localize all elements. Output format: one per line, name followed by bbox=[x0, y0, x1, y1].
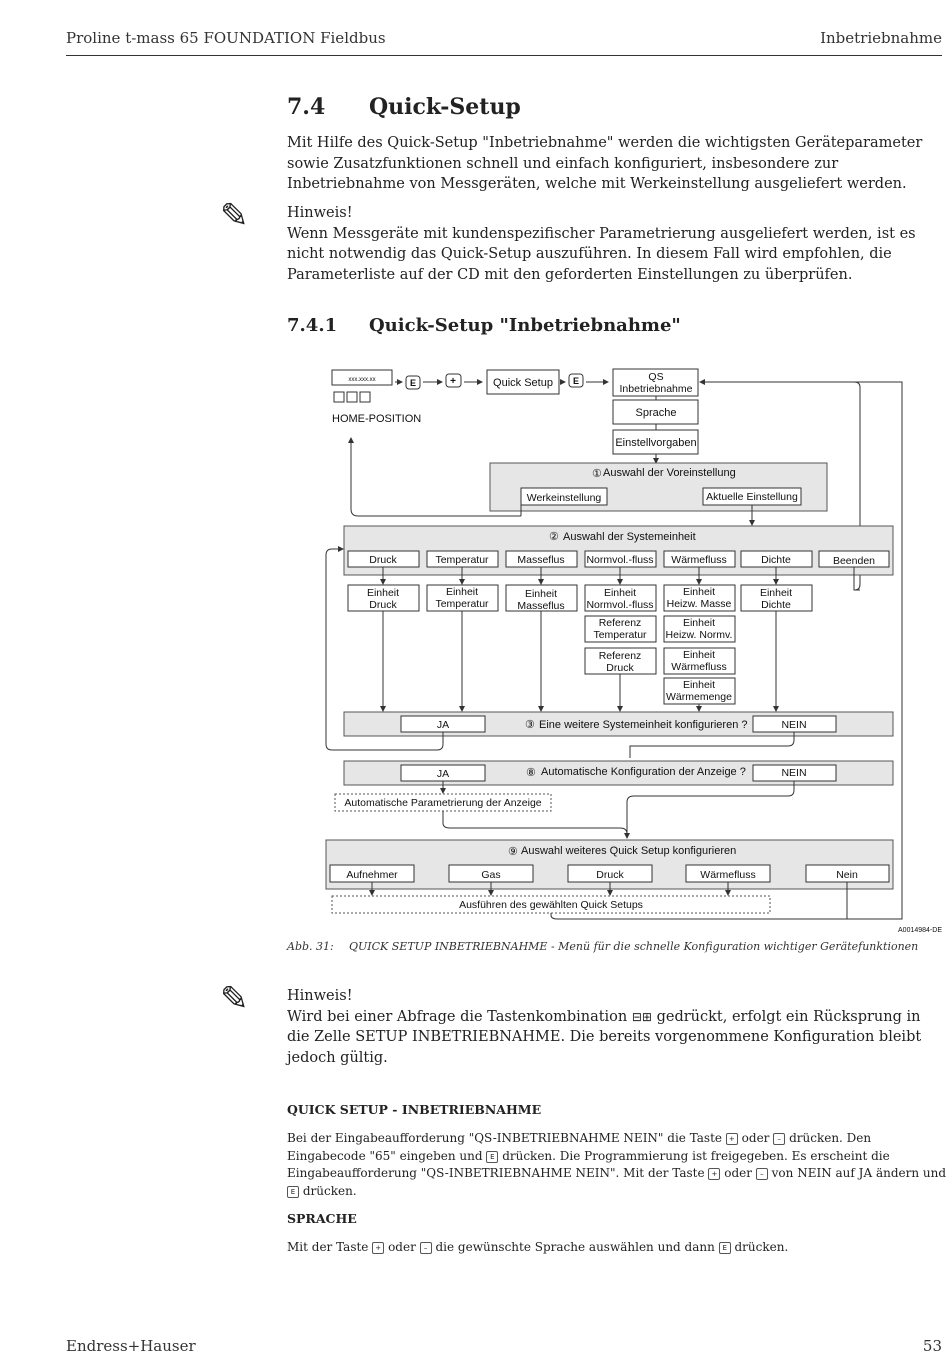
minus-key-icon: – bbox=[420, 1242, 432, 1254]
key-icon bbox=[360, 392, 370, 402]
step-9-marker: ⑨ bbox=[508, 846, 518, 858]
qs-option-waermefluss-label: Wärmefluss bbox=[700, 869, 756, 881]
werkeinstellung-label: Werkeinstellung bbox=[526, 492, 602, 504]
header-rule bbox=[66, 55, 942, 56]
key-icon bbox=[347, 392, 357, 402]
key-icon bbox=[334, 392, 344, 402]
plus-key-icon: + bbox=[372, 1242, 384, 1254]
qs-text-6: von NEIN auf JA ändern und bbox=[771, 1166, 947, 1180]
einheit-heizw-masse-label-2: Heizw. Masse bbox=[666, 598, 732, 610]
ja-label: JA bbox=[436, 768, 450, 780]
step-1-marker: ① bbox=[592, 468, 602, 480]
nein-label: NEIN bbox=[781, 719, 807, 731]
ja-label: JA bbox=[436, 719, 450, 731]
note-2-text-b: gedrückt, erfolgt ein Rücksprung in die Zelle SETUP INBETRIEBNAHME. Die bereits vorgenommene Konfiguration bleibt jedoch gültig. bbox=[287, 1008, 922, 1066]
unit-options bbox=[348, 551, 889, 567]
referenz-temperatur-label-1: Referenz bbox=[598, 617, 642, 629]
unit-druck-label: Druck bbox=[369, 554, 397, 566]
einheit-heizw-masse-label-1: Einheit bbox=[682, 586, 716, 598]
inbetriebnahme-label: Inbetriebnahme bbox=[619, 383, 693, 395]
einheit-dichte-label-2: Dichte bbox=[761, 599, 791, 611]
einheit-waermefluss-label-2: Wärmefluss bbox=[671, 661, 727, 673]
qs-heading: QUICK SETUP - INBETRIEBNAHME bbox=[287, 1102, 542, 1117]
sprache-text-2: oder bbox=[388, 1240, 416, 1254]
figure-reference: A0014984-DE bbox=[898, 927, 942, 934]
einheit-normvol-label-2: Normvol.-fluss bbox=[586, 599, 654, 611]
note-2-label: Hinweis! bbox=[287, 988, 353, 1004]
intro-paragraph: Mit Hilfe des Quick-Setup "Inbetriebnahme" werden die wichtigsten Geräteparameter sowie Zusatzfunktionen schnell und einfach konfiguriert, insbesondere zur Inbetriebnahme von Messgeräten, welche mit Werkeinstellung ausgeliefert werden. bbox=[287, 135, 923, 192]
qs-text-7: drücken. bbox=[302, 1183, 357, 1198]
einheit-dichte-label-1: Einheit bbox=[759, 587, 793, 599]
sprache-label: Sprache bbox=[635, 407, 677, 419]
e-key-icon: E bbox=[719, 1242, 731, 1254]
minus-key-icon: – bbox=[756, 1168, 768, 1180]
einheit-heizw-normv-label-1: Einheit bbox=[682, 617, 716, 629]
einheit-waermemenge-label-2: Wärmemenge bbox=[666, 691, 732, 703]
qs-paragraph bbox=[287, 1130, 947, 1200]
unit-temperatur-label: Temperatur bbox=[435, 554, 489, 566]
referenz-druck-label-1: Referenz bbox=[598, 650, 642, 662]
note-2-text bbox=[287, 1007, 947, 1069]
sprache-text-1: Mit der Taste bbox=[287, 1240, 369, 1254]
qs-option-druck-label: Druck bbox=[596, 869, 624, 881]
weitere-systemeinheit-label: Eine weitere Systemeinheit konfigurieren ? bbox=[539, 719, 748, 731]
qs-label: QS bbox=[648, 371, 664, 383]
einstellvorgaben-label: Einstellvorgaben bbox=[615, 437, 697, 449]
header-title: Proline t-mass 65 FOUNDATION Fieldbus bbox=[66, 29, 386, 47]
einheit-heizw-normv-label-2: Heizw. Normv. bbox=[665, 629, 733, 641]
qs-option-aufnehmer-label: Aufnehmer bbox=[346, 869, 398, 881]
einheit-massefluss-label-1: Einheit bbox=[524, 588, 558, 600]
einheit-normvol-label-1: Einheit bbox=[603, 587, 637, 599]
einheit-massefluss-label-2: Masseflus bbox=[517, 600, 565, 612]
unit-massefluss-label: Masseflus bbox=[517, 554, 565, 566]
quick-setup-label: Quick Setup bbox=[493, 377, 553, 389]
qs-option-nein-label: Nein bbox=[836, 869, 858, 881]
step-8-marker: ⑧ bbox=[526, 767, 536, 779]
systemeinheit-label: Auswahl der Systemeinheit bbox=[563, 531, 696, 543]
ausfuehren-label: Ausführen des gewählten Quick Setups bbox=[459, 899, 643, 911]
subsection-number: 7.4.1 bbox=[287, 315, 338, 336]
page-number: 53 bbox=[922, 1337, 942, 1355]
note-1-text: Wenn Messgeräte mit kundenspezifischer Parametrierung ausgeliefert werden, ist es nicht notwendig das Quick-Setup auszuführen. In diesem Fall wird empfohlen, die Parameterliste auf der CD mit den geforderten Einstellungen zu überprüfen. bbox=[287, 225, 916, 283]
einheit-waermefluss-label-1: Einheit bbox=[682, 649, 716, 661]
key-combination-icon: ⊟⊞ bbox=[631, 1009, 652, 1024]
figure-caption-text: QUICK SETUP INBETRIEBNAHME - Menü für die schnelle Konfiguration wichtiger Gerätefunktionen bbox=[349, 940, 919, 953]
nein-label: NEIN bbox=[781, 767, 807, 779]
e-key-label: E bbox=[572, 376, 580, 386]
qs-text-4: drücken. Die Programmierung ist freigegeben. Es erscheint die Eingabeaufforderung "QS-INBETRIEBNAHME NEIN". Mit der Taste bbox=[287, 1148, 890, 1180]
header-chapter: Inbetriebnahme bbox=[820, 29, 942, 47]
note-1-label: Hinweis! bbox=[287, 205, 353, 221]
einheit-druck-label-1: Einheit bbox=[366, 587, 400, 599]
sprache-heading: SPRACHE bbox=[287, 1211, 357, 1226]
aktuelle-einstellung-label: Aktuelle Einstellung bbox=[706, 491, 798, 503]
referenz-temperatur-label-2: Temperatur bbox=[593, 629, 647, 641]
footer-brand: Endress+Hauser bbox=[66, 1337, 196, 1355]
plus-key-icon: + bbox=[726, 1133, 738, 1145]
qs-text-2: oder bbox=[741, 1131, 770, 1145]
sprache-text-3: die gewünschte Sprache auswählen und dann bbox=[435, 1240, 715, 1254]
home-position-label: HOME-POSITION bbox=[332, 413, 422, 425]
pencil-note-icon: ✎ bbox=[220, 979, 249, 1019]
plus-key-icon: + bbox=[708, 1168, 720, 1180]
autokonfig-label: Automatische Konfiguration der Anzeige ? bbox=[541, 766, 746, 778]
einheit-temperatur-label-2: Temperatur bbox=[435, 598, 489, 610]
minus-key-icon: – bbox=[773, 1133, 785, 1145]
section-number: 7.4 bbox=[287, 94, 326, 120]
qs-text-5: oder bbox=[724, 1166, 752, 1180]
einheit-waermemenge-label-1: Einheit bbox=[682, 679, 716, 691]
sprache-paragraph bbox=[287, 1239, 947, 1257]
step-3-marker: ③ bbox=[525, 719, 535, 731]
unit-beenden-label: Beenden bbox=[832, 555, 876, 567]
note-2-text-a: Wird bei einer Abfrage die Tastenkombination bbox=[287, 1008, 628, 1025]
qs-text-3: drücken. Den Eingabecode "65" eingeben und bbox=[287, 1131, 872, 1163]
note-2 bbox=[287, 986, 947, 1068]
section-title: Quick-Setup bbox=[369, 94, 521, 120]
note-1 bbox=[287, 203, 947, 285]
step-2-marker: ② bbox=[549, 531, 559, 543]
einheit-druck-label-2: Druck bbox=[369, 599, 397, 611]
qs-text-1: Bei der Eingabeaufforderung "QS-INBETRIEBNAHME NEIN" die Taste bbox=[287, 1131, 723, 1145]
figure-caption-label: Abb. 31: bbox=[287, 940, 334, 953]
pencil-note-icon: ✎ bbox=[220, 196, 249, 236]
unit-dichte-label: Dichte bbox=[761, 554, 791, 566]
unit-waermefluss-label: Wärmefluss bbox=[671, 554, 727, 566]
quick-setup-flowchart bbox=[320, 362, 945, 937]
sprache-text-4: drücken. bbox=[734, 1240, 789, 1254]
subsection-title: Quick-Setup "Inbetriebnahme" bbox=[369, 315, 681, 336]
unit-detail-boxes bbox=[348, 567, 812, 704]
referenz-druck-label-2: Druck bbox=[606, 662, 634, 674]
plus-key-label: + bbox=[450, 376, 456, 387]
e-key-icon: E bbox=[486, 1151, 498, 1163]
autoparam-label: Automatische Parametrierung der Anzeige bbox=[344, 797, 542, 809]
unit-normvol-label: Normvol.-fluss bbox=[586, 554, 654, 566]
voreinstellung-label: Auswahl der Voreinstellung bbox=[603, 467, 736, 479]
e-key-icon: E bbox=[287, 1186, 299, 1198]
qs-option-gas-label: Gas bbox=[481, 869, 501, 881]
e-key-label: E bbox=[409, 378, 417, 388]
einheit-temperatur-label-1: Einheit bbox=[445, 586, 479, 598]
weiteres-qs-label: Auswahl weiteres Quick Setup konfigurieren bbox=[521, 845, 737, 857]
display-text: xxx.xxx.xx bbox=[348, 377, 376, 383]
